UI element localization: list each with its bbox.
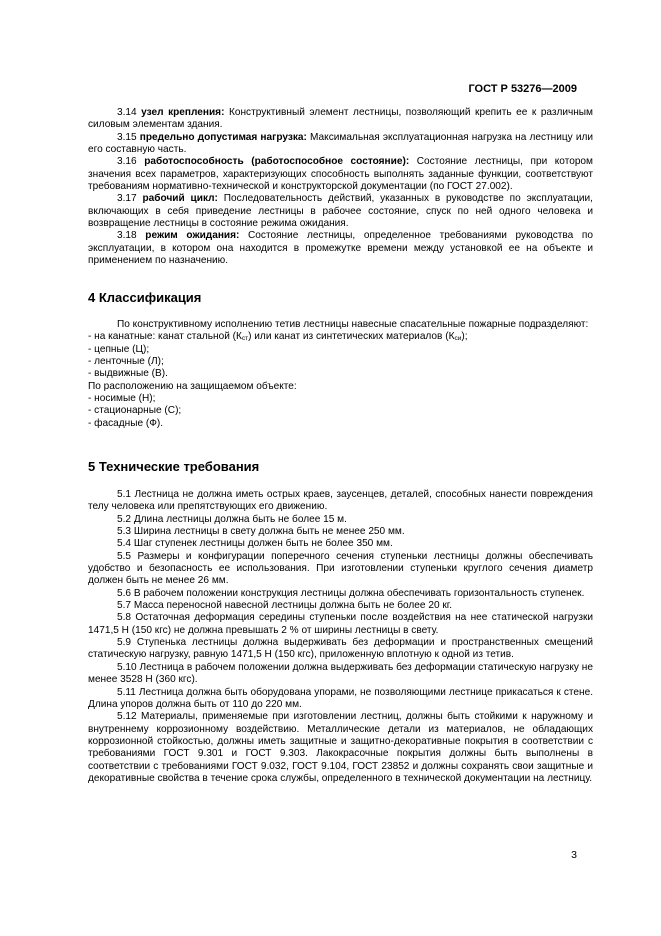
definition-3-18: 3.18 режим ожидания: Состояние лестницы, определенное требованиями руководства по эксплуатации, в котором она находится в промежутке времени между установкой ее на объекте и применением по назначению. [88, 230, 593, 267]
requirement-5-8: 5.8 Остаточная деформация середины ступеньки после воздействия на нее статической нагрузки 1471,5 Н (150 кгс) не должна превышать 2 % от ширины лестницы в свету. [88, 612, 593, 636]
list-item: - ленточные (Л); [88, 356, 164, 368]
requirement-5-3: 5.3 Ширина лестницы в свету должна быть не менее 250 мм. [117, 526, 405, 538]
requirement-5-5: 5.5 Размеры и конфигурации поперечного сечения ступеньки лестницы должны обеспечивать удобство и безопасность ее использования. При изготовлении ступеньки круглого сечения диаметр должен быть не менее 26 мм. [88, 550, 593, 587]
definition-3-16: 3.16 работоспособность (работоспособное состояние): Состояние лестницы, при котором значения всех параметров, характеризующих способность выполнять заданные функции, соответствуют требованиям нормативно-технической и конструкторской документации (по ГОСТ 27.002). [88, 156, 593, 193]
list-item: - выдвижные (В). [88, 368, 168, 380]
list-item: - цепные (Ц); [88, 343, 150, 355]
definition-3-14: 3.14 узел крепления: Конструктивный элемент лестницы, позволяющий крепить ее к различным силовым элементам здания. [88, 107, 593, 131]
page-number: 3 [571, 849, 577, 861]
requirement-5-9: 5.9 Ступенька лестницы должна выдерживать без деформации и пространственных смещений статическую нагрузку, равную 1471,5 Н (150 кгс), приложенную вплотную к одной из тетив. [88, 637, 593, 661]
list-item: - фасадные (Ф). [88, 417, 164, 429]
list-item: - носимые (Н); [88, 393, 156, 405]
definition-3-15: 3.15 предельно допустимая нагрузка: Максимальная эксплуатационная нагрузка на лестницу или его составную часть. [88, 131, 593, 156]
requirement-5-4: 5.4 Шаг ступенек лестницы должен быть не более 350 мм. [117, 538, 393, 550]
classification-intro: По конструктивному исполнению тетив лестницы навесные спасательные пожарные подразделяют: [117, 319, 589, 330]
section-4-heading: 4 Классификация [88, 290, 202, 305]
section-5-body [88, 489, 593, 785]
section-3-definitions [88, 107, 593, 267]
requirement-5-11: 5.11 Лестница должна быть оборудована упорами, не позволяющими лестнице прикасаться к стене. Длина упоров должна быть от 110 до 220 мм. [88, 686, 593, 710]
classification-rope-item: - на канатные: канат стальной $(К_{ст})$ или канат из синтетических материалов $(К_{си})$; [88, 331, 468, 343]
requirement-5-1: 5.1 Лестница не должна иметь острых краев, заусенцев, деталей, способных нанести повреждения телу человека или препятствующих его движению. [88, 489, 593, 513]
definition-3-17: 3.17 рабочий цикл: Последовательность действий, указанных в руководстве по эксплуатации, включающих в себя приведение лестницы в рабочее состояние, спуск по ней одного человека и возвращение лестницы в состояние режима ожидания. [88, 193, 593, 230]
document-header: ГОСТ Р 53276—2009 [468, 83, 577, 95]
requirement-5-6: 5.6 В рабочем положении конструкция лестницы должна обеспечивать горизонтальность ступенек. [117, 587, 585, 599]
section-4-body [88, 319, 593, 430]
classification-intro-2: По расположению на защищаемом объекте: [88, 380, 297, 392]
requirement-5-2: 5.2 Длина лестницы должна быть не более 15 м. [117, 513, 347, 525]
section-5-heading: 5 Технические требования [88, 459, 260, 474]
requirement-5-10: 5.10 Лестница в рабочем положении должна выдерживать без деформации статическую нагрузку не менее 3528 Н (360 кгс). [88, 661, 593, 686]
requirement-5-12: 5.12 Материалы, применяемые при изготовлении лестниц, должны быть стойкими к наружному и внутреннему коррозионному воздействию. Металлические детали из материалов, не обладающих коррозионной стойкостью, должны иметь защитные и защитно-декоративные покрытия в соответствии с требованиями ГОСТ 9.301 и ГОСТ 9.303. Лакокрасочные покрытия должны быть выполнены в соответствии с требованиями ГОСТ 9.032, ГОСТ 9.104, ГОСТ 23852 и должны сохранять свои защитные и декоративные свойства в течение срока службы, определенного в технической документации на лестницу. [88, 711, 593, 784]
list-item: - стационарные (С); [88, 405, 182, 417]
requirement-5-7: 5.7 Масса переносной навесной лестницы должна быть не более 20 кг. [117, 600, 453, 612]
